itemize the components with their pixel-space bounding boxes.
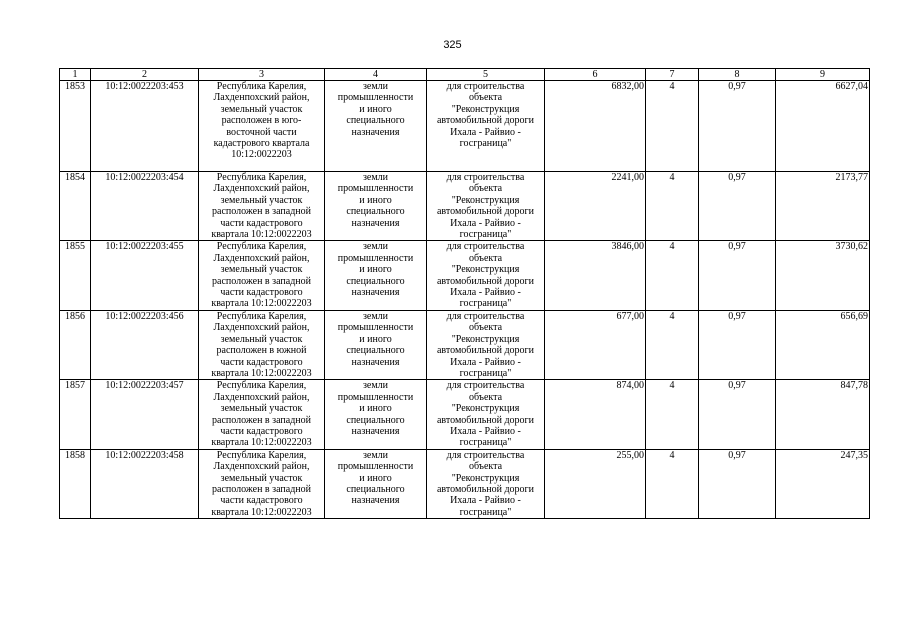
cadastral-number: 10:12:0022203:454 <box>91 172 199 241</box>
table-row <box>60 241 870 310</box>
col8-value: 0,97 <box>699 241 776 310</box>
land-category: земли промышленности и иного специального назначения <box>337 172 414 229</box>
col7-value: 4 <box>646 241 699 310</box>
permitted-use: для строительства объекта "Реконструкция автомобильной дороги Ихала - Райвио - госграница" <box>436 449 535 518</box>
address-text: Республика Карелия, Лахденпохский район, земельный участок расположен в западной части кадастрового квартала 10:12:0022203 <box>211 380 312 449</box>
col8-value: 0,97 <box>699 449 776 518</box>
area-value: 677,00 <box>545 310 646 379</box>
land-category: земли промышленности и иного специального назначения <box>337 81 414 138</box>
row-number: 1857 <box>60 380 91 449</box>
area-value: 3846,00 <box>545 241 646 310</box>
column-header: 1 <box>60 69 91 81</box>
permitted-use: для строительства объекта "Реконструкция автомобильной дороги Ихала - Райвио - госграница" <box>436 380 535 449</box>
address-text: Республика Карелия, Лахденпохский район, земельный участок расположен в западной части кадастрового квартала 10:12:0022203 <box>211 449 312 518</box>
column-header: 2 <box>91 69 199 81</box>
col9-value: 3730,62 <box>776 241 870 310</box>
col7-value: 4 <box>646 81 699 172</box>
col8-value: 0,97 <box>699 310 776 379</box>
column-header: 8 <box>699 69 776 81</box>
land-category: земли промышленности и иного специального назначения <box>337 310 414 368</box>
table-row <box>60 310 870 379</box>
row-number: 1853 <box>60 81 91 172</box>
permitted-use: для строительства объекта "Реконструкция автомобильной дороги Ихала - Райвио - госграница" <box>436 81 535 150</box>
land-category: земли промышленности и иного специального назначения <box>337 241 414 299</box>
table-header-row <box>60 69 870 81</box>
row-number: 1856 <box>60 310 91 379</box>
row-number: 1855 <box>60 241 91 310</box>
col9-value: 656,69 <box>776 310 870 379</box>
col9-value: 2173,77 <box>776 172 870 241</box>
table-row <box>60 172 870 241</box>
table-row <box>60 380 870 449</box>
column-header: 9 <box>776 69 870 81</box>
address-text: Республика Карелия, Лахденпохский район, земельный участок расположен в западной части кадастрового квартала 10:12:0022203 <box>211 241 312 310</box>
col8-value: 0,97 <box>699 172 776 241</box>
col7-value: 4 <box>646 172 699 241</box>
col8-value: 0,97 <box>699 380 776 449</box>
area-value: 6832,00 <box>545 81 646 172</box>
cadastral-number: 10:12:0022203:453 <box>91 81 199 172</box>
table-row <box>60 81 870 172</box>
permitted-use: для строительства объекта "Реконструкция автомобильной дороги Ихала - Райвио - госграница" <box>436 310 535 379</box>
table-row <box>60 449 870 518</box>
permitted-use: для строительства объекта "Реконструкция автомобильной дороги Ихала - Райвио - госграница" <box>436 241 535 310</box>
col7-value: 4 <box>646 449 699 518</box>
column-header: 4 <box>325 69 427 81</box>
row-number: 1854 <box>60 172 91 241</box>
area-value: 874,00 <box>545 380 646 449</box>
column-header: 7 <box>646 69 699 81</box>
column-header: 6 <box>545 69 646 81</box>
col9-value: 247,35 <box>776 449 870 518</box>
col9-value: 6627,04 <box>776 81 870 172</box>
col7-value: 4 <box>646 310 699 379</box>
row-number: 1858 <box>60 449 91 518</box>
area-value: 255,00 <box>545 449 646 518</box>
cadastral-number: 10:12:0022203:455 <box>91 241 199 310</box>
land-category: земли промышленности и иного специального назначения <box>337 449 414 507</box>
address-text: Республика Карелия, Лахденпохский район, земельный участок расположен в юго- восточной части кадастрового квартала 10:12:0022203 <box>213 81 310 161</box>
cadastral-number: 10:12:0022203:456 <box>91 310 199 379</box>
address-text: Республика Карелия, Лахденпохский район, земельный участок расположен в южной части кадастрового квартала 10:12:0022203 <box>211 310 312 379</box>
col8-value: 0,97 <box>699 81 776 172</box>
land-plots-table <box>59 68 870 519</box>
address-text: Республика Карелия, Лахденпохский район, земельный участок расположен в западной части кадастрового квартала 10:12:0022203 <box>211 172 312 241</box>
col9-value: 847,78 <box>776 380 870 449</box>
column-header: 3 <box>199 69 325 81</box>
land-category: земли промышленности и иного специального назначения <box>337 380 414 437</box>
cadastral-number: 10:12:0022203:457 <box>91 380 199 449</box>
col7-value: 4 <box>646 380 699 449</box>
cadastral-number: 10:12:0022203:458 <box>91 449 199 518</box>
column-header: 5 <box>427 69 545 81</box>
permitted-use: для строительства объекта "Реконструкция автомобильной дороги Ихала - Райвио - госграница" <box>436 172 535 241</box>
area-value: 2241,00 <box>545 172 646 241</box>
page-number: 325 <box>443 39 462 51</box>
